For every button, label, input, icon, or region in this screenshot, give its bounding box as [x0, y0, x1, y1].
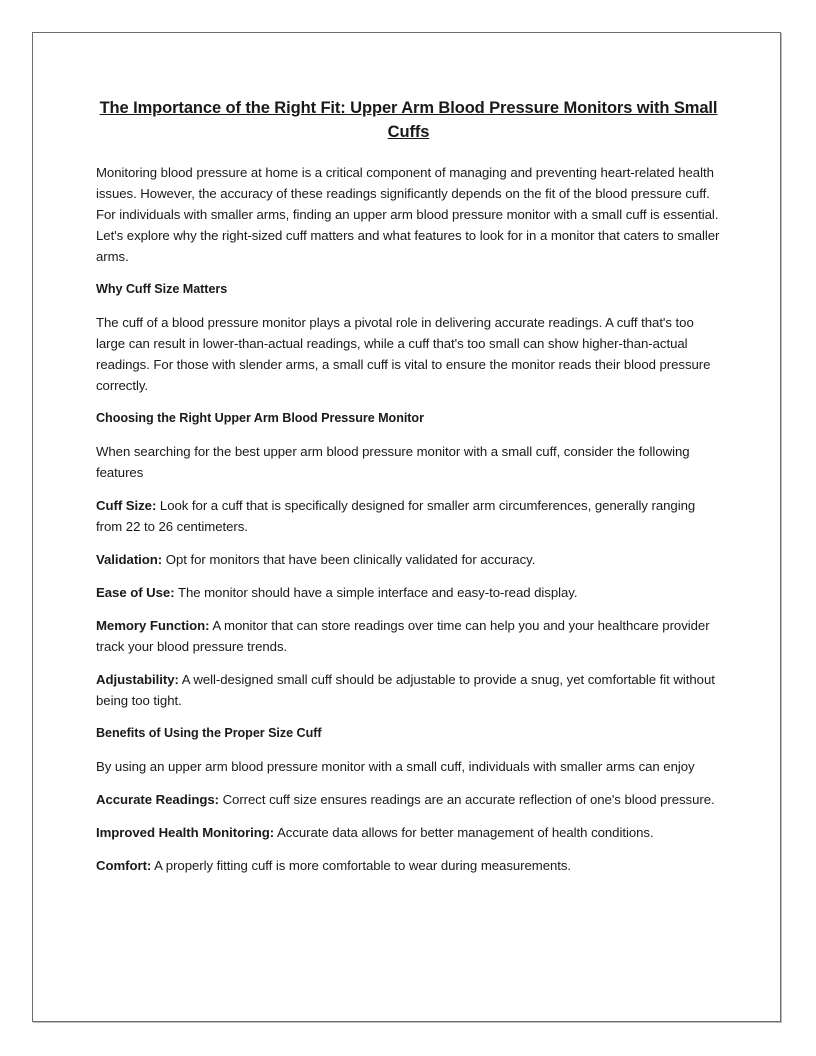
benefit-term: Accurate Readings: [96, 792, 219, 807]
feature-item-memory-function [96, 615, 721, 657]
benefit-term: Improved Health Monitoring: [96, 825, 275, 840]
feature-term: Ease of Use: [96, 585, 175, 600]
feature-item-adjustability [96, 669, 721, 711]
benefit-term: Comfort: [96, 858, 152, 873]
page-title: The Importance of the Right Fit: Upper Arm Blood Pressure Monitors with Small Cuffs [99, 99, 718, 141]
feature-item-ease-of-use [96, 582, 721, 603]
feature-text: A well-designed small cuff should be adjustable to provide a snug, yet comfortable fit without being too tight. [96, 672, 715, 708]
benefit-text: Correct cuff size ensures readings are an accurate reflection of one's blood pressure. [218, 792, 715, 807]
feature-text: Look for a cuff that is specifically designed for smaller arm circumferences, generally ranging from 22 to 26 centimeters. [96, 498, 696, 534]
benefit-text: Accurate data allows for better management of health conditions. [274, 825, 654, 840]
section-paragraph-why-cuff-size: The cuff of a blood pressure monitor plays a pivotal role in delivering accurate readings. A cuff that's too large can result in lower-than-actual readings, while a cuff that's too small can show higher-than-actual readings. For those with slender arms, a small cuff is vital to ensure the monitor reads their blood pressure correctly. [96, 315, 711, 393]
benefit-item-health-monitoring [96, 822, 721, 843]
benefit-item-comfort [96, 855, 721, 876]
section-intro-benefits: By using an upper arm blood pressure monitor with a small cuff, individuals with smaller arms can enjoy [96, 759, 695, 774]
section-intro-choosing-monitor: When searching for the best upper arm blood pressure monitor with a small cuff, consider the following features [96, 444, 690, 480]
feature-term: Adjustability: [96, 672, 179, 687]
feature-term: Memory Function: [96, 618, 210, 633]
feature-item-validation [96, 549, 721, 570]
intro-paragraph: Monitoring blood pressure at home is a critical component of managing and preventing heart-related health issues. However, the accuracy of these readings significantly depends on the fit of the blood pressure cuff. For individuals with smaller arms, finding an upper arm blood pressure monitor with a small cuff is essential. Let's explore why the right-sized cuff matters and what features to look for in a monitor that caters to smaller arms. [96, 165, 720, 264]
feature-text: A monitor that can store readings over time can help you and your healthcare provider track your blood pressure trends. [96, 618, 710, 654]
section-heading-why-cuff-size: Why Cuff Size Matters [96, 282, 228, 296]
section-heading-benefits: Benefits of Using the Proper Size Cuff [96, 726, 322, 740]
feature-text: Opt for monitors that have been clinically validated for accuracy. [162, 552, 536, 567]
document-body [96, 96, 721, 888]
section-heading-choosing-monitor: Choosing the Right Upper Arm Blood Pressure Monitor [96, 411, 424, 425]
feature-term: Validation: [96, 552, 163, 567]
feature-item-cuff-size [96, 495, 721, 537]
benefit-text: A properly fitting cuff is more comfortable to wear during measurements. [151, 858, 572, 873]
feature-text: The monitor should have a simple interface and easy-to-read display. [174, 585, 578, 600]
feature-term: Cuff Size: [96, 498, 157, 513]
benefit-item-accurate-readings [96, 789, 721, 810]
